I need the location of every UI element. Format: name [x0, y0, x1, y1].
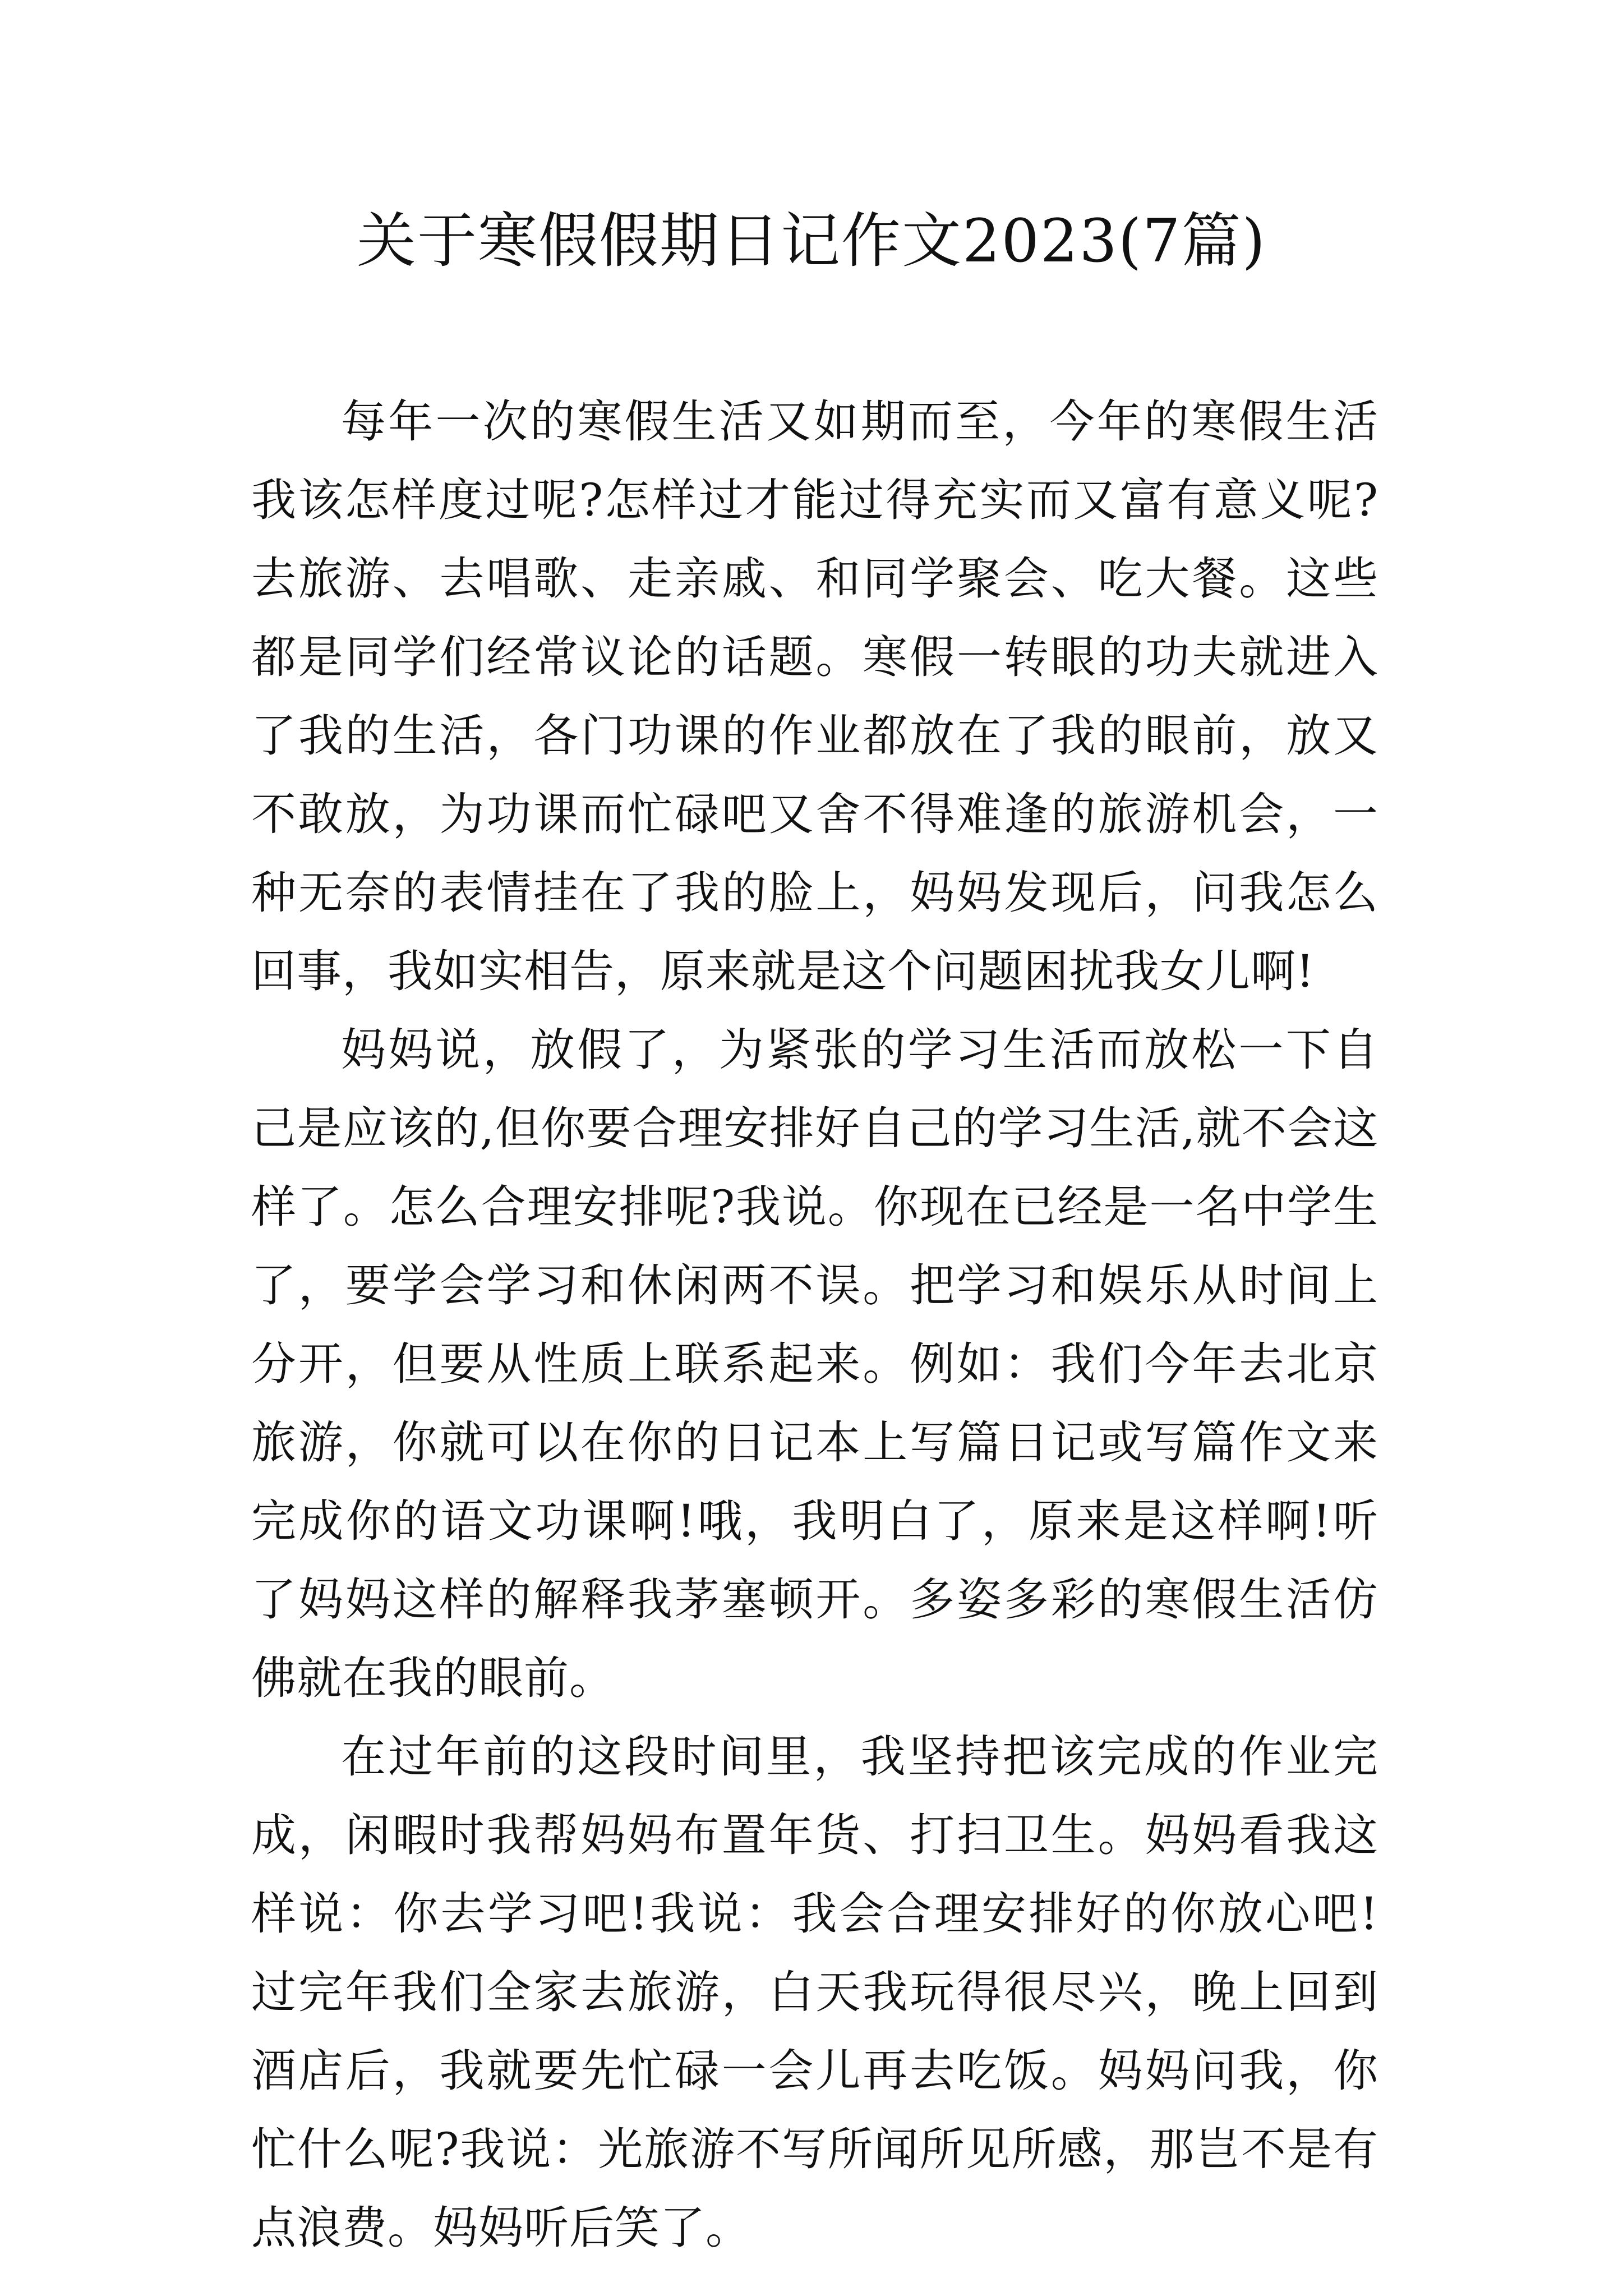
paragraph-3: 在过年前的这段时间里，我坚持把该完成的作业完成，闲暇时我帮妈妈布置年货、打扫卫生。妈妈看我这样说：你去学习吧!我说：我会合理安排好的你放心吧!过完年我们全家去旅游，白天我玩得很尽兴，晚上回到酒店后，我就要先忙碌一会儿再去吃饭。妈妈问我，你忙什么呢?我说：光旅游不写所闻所见所感，那岂不是有点浪费。妈妈听后笑了。: [251, 1731, 1378, 2254]
paragraph-2: 妈妈说，放假了，为紧张的学习生活而放松一下自己是应该的,但你要合理安排好自己的学习生活,就不会这样了。怎么合理安排呢?我说。你现在已经是一名中学生了，要学会学习和休闲两不误。把学习和娱乐从时间上分开，但要从性质上联系起来。例如：我们今年去北京旅游，你就可以在你的日记本上写篇日记或写篇作文来完成你的语文功课啊!哦，我明白了，原来是这样啊!听了妈妈这样的解释我茅塞顿开。多姿多彩的寒假生活仿佛就在我的眼前。: [251, 1024, 1378, 1704]
paragraph-1: 每年一次的寒假生活又如期而至，今年的寒假生活我该怎样度过呢?怎样过才能过得充实而又富有意义呢?去旅游、去唱歌、走亲戚、和同学聚会、吃大餐。这些都是同学们经常议论的话题。寒假一转眼的功夫就进入了我的生活，各门功课的作业都放在了我的眼前，放又不敢放，为功课而忙碌吧又舍不得难逢的旅游机会，一种无奈的表情挂在了我的脸上，妈妈发现后，问我怎么回事，我如实相告，原来就是这个问题困扰我女儿啊!: [251, 395, 1378, 997]
document-body: [251, 383, 1378, 2267]
document-title: 关于寒假假期日记作文2023(7篇): [357, 206, 1266, 275]
